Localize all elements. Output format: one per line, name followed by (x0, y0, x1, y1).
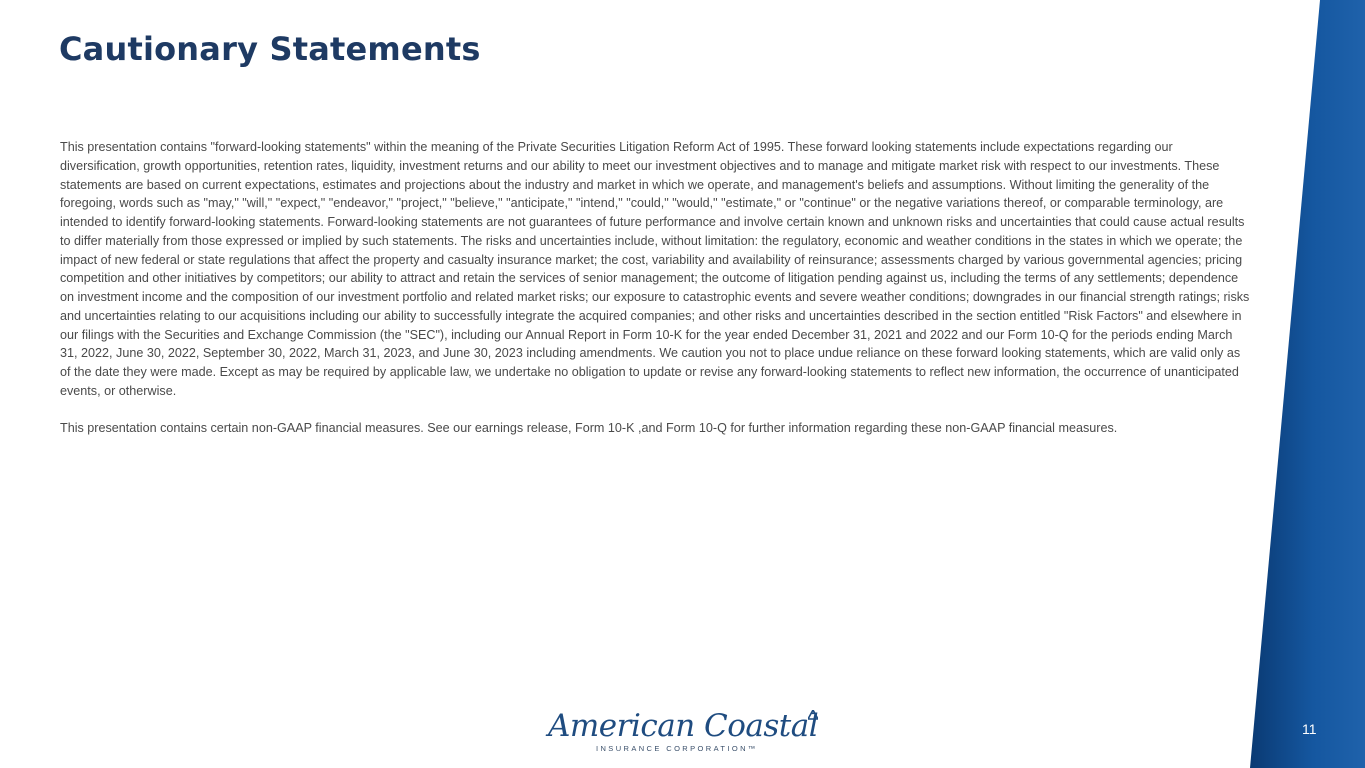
logo-wordmark: American Coastal (548, 708, 819, 744)
forward-looking-paragraph: This presentation contains "forward-looking statements" within the meaning of the Private Securities Litigation Reform Act of 1995. These forward looking statements include expectations regarding our diversification, growth opportunities, retention rates, liquidity, investment returns and our ability to meet our investment objectives and to manage and mitigate market risk with respect to our investments. These statements are based on current expectations, estimates and projections about the industry and market in which we operate, and management's beliefs and assumptions. Without limiting the generality of the foregoing, words such as "may," "will," "expect," "endeavor," "project," "believe," "anticipate," "intend," "could," "would," "estimate," or "continue" or the negative variations thereof, or comparable terminology, are intended to identify forward-looking statements. Forward-looking statements are not guarantees of future performance and involve certain known and unknown risks and uncertainties that could cause actual results to differ materially from those expressed or implied by such statements. The risks and uncertainties include, without limitation: the regulatory, economic and weather conditions in the states in which we operate; the impact of new federal or state regulations that affect the property and casualty insurance market; the cost, variability and availability of reinsurance; assessments charged by various governmental agencies; pricing competition and other initiatives by competitors; our ability to attract and retain the services of senior management; the outcome of litigation pending against us, including the terms of any settlements; dependence on investment income and the composition of our investment portfolio and related market risks; our exposure to catastrophic events and severe weather conditions; downgrades in our financial strength ratings; risks and uncertainties relating to our acquisitions including our ability to successfully integrate the acquired companies; and other risks and uncertainties described in the section entitled "Risk Factors" and elsewhere in our filings with the Securities and Exchange Commission (the "SEC"), including our Annual Report in Form 10-K for the year ended December 31, 2021 and 2022 and our Form 10-Q for the periods ending March 31, 2022, June 30, 2022, September 30, 2022, March 31, 2023, and June 30, 2023 including amendments. We caution you not to place undue reliance on these forward looking statements, which are valid only as of the date they were made. Except as may be required by applicable law, we undertake no obligation to update or revise any forward-looking statements to reflect new information, the occurrence of unanticipated events, or otherwise. (60, 140, 1250, 398)
page-number: 11 (1302, 721, 1317, 737)
company-logo (548, 708, 823, 756)
side-band-shape (1250, 0, 1365, 768)
non-gaap-paragraph: This presentation contains certain non-GAAP financial measures. See our earnings release, Form 10-K ,and Form 10-Q for further information regarding these non-GAAP financial measures. (60, 421, 1118, 436)
logo-triangle-icon (808, 710, 818, 720)
disclaimer-body (60, 138, 1250, 438)
page-title: Cautionary Statements (59, 30, 481, 68)
logo-subtitle: INSURANCE CORPORATION™ (596, 744, 758, 753)
